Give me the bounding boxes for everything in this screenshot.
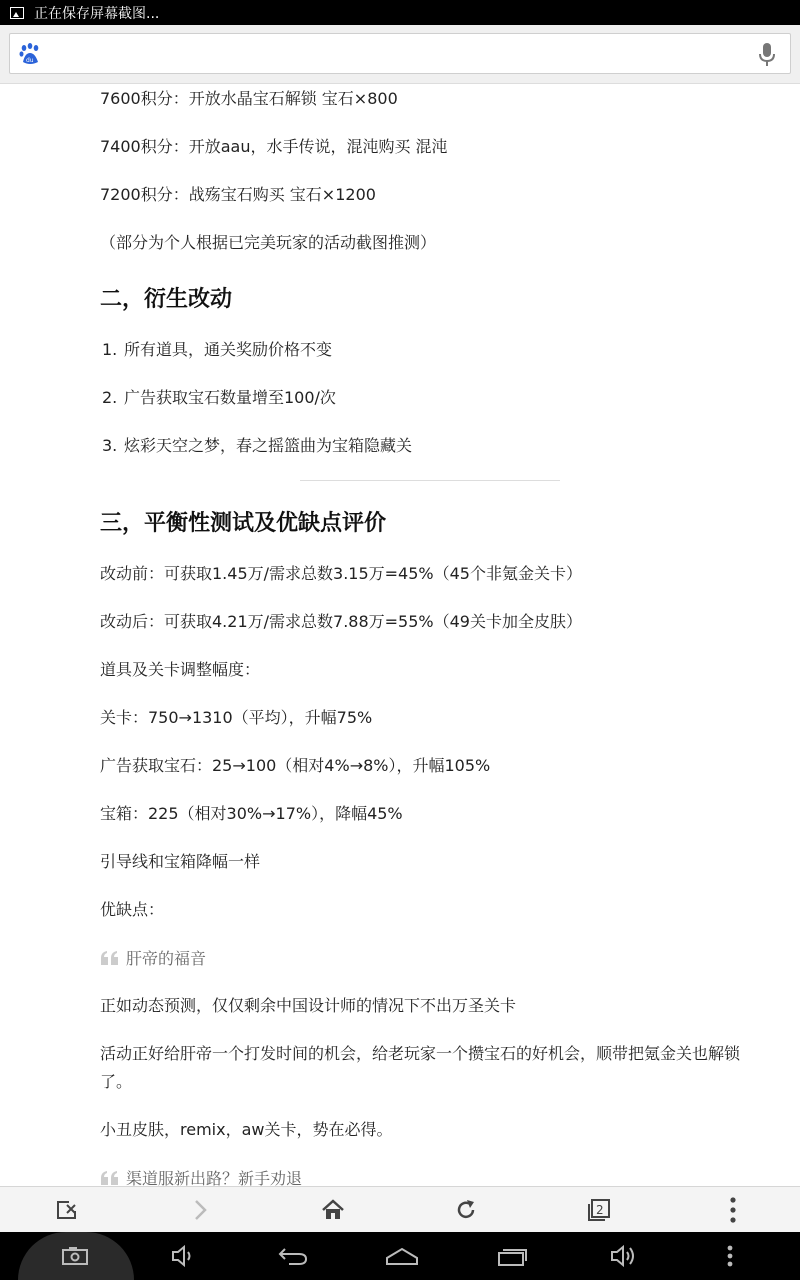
baidu-paw-icon <box>18 42 42 66</box>
search-input[interactable] <box>9 33 791 74</box>
home-icon <box>321 1199 345 1221</box>
close-tab-icon <box>55 1199 79 1221</box>
list-text: 所有道具，通关奖励价格不变 <box>124 340 333 359</box>
search-bar <box>0 25 800 84</box>
list-item <box>102 432 412 460</box>
status-bar <box>0 0 800 25</box>
text-line: 广告获取宝石：25→100（相对4%→8%），升幅105% <box>100 756 491 775</box>
list-number: 1. <box>102 340 118 359</box>
forward-icon <box>192 1199 208 1221</box>
note-line: （部分为个人根据已完美玩家的活动截图推测） <box>100 233 437 252</box>
list-item <box>102 336 332 364</box>
score-line-7400: 7400积分：开放aau，水手传说，混沌购买 混沌 <box>100 137 448 156</box>
screenshot-icon <box>61 1246 89 1266</box>
home-icon <box>385 1246 419 1266</box>
text-line: 引导线和宝箱降幅一样 <box>100 852 261 871</box>
recent-apps-icon <box>497 1246 529 1266</box>
overflow-menu-icon <box>729 1197 737 1223</box>
refresh-icon <box>454 1198 478 1222</box>
refresh-button[interactable] <box>451 1195 481 1225</box>
text-line: 改动后：可获取4.21万/需求总数7.88万=55%（49关卡加全皮肤） <box>100 612 582 631</box>
paragraph: 小丑皮肤，remix，aw关卡，势在必得。 <box>100 1120 393 1139</box>
quote-heading <box>100 946 206 969</box>
tabs-button[interactable] <box>584 1195 614 1225</box>
back-icon <box>277 1246 309 1266</box>
mic-icon[interactable] <box>758 42 776 68</box>
volume-down-icon <box>170 1244 196 1268</box>
quote-text: 渠道服新出路？新手劝退 <box>126 1169 303 1186</box>
text-line: 关卡：750→1310（平均），升幅75% <box>100 708 373 727</box>
paragraph: 正如动态预测，仅仅剩余中国设计师的情况下不出万圣关卡 <box>100 996 517 1015</box>
quote-icon <box>100 950 120 966</box>
volume-up-icon <box>609 1244 639 1268</box>
screenshot-button[interactable] <box>55 1240 95 1272</box>
score-line-7200: 7200积分：战殇宝石购买 宝石×1200 <box>100 185 376 204</box>
list-text: 广告获取宝石数量增至100/次 <box>124 388 336 407</box>
svg-text:du: du <box>26 57 34 64</box>
text-line: 道具及关卡调整幅度： <box>100 660 261 679</box>
quote-text: 肝帝的福音 <box>126 949 207 968</box>
quote-heading <box>100 1166 302 1186</box>
text-line: 宝箱：225（相对30%→17%），降幅45% <box>100 804 403 823</box>
section-heading: 三，平衡性测试及优缺点评价 <box>100 511 387 536</box>
list-text: 炫彩天空之梦，春之摇篮曲为宝箱隐藏关 <box>124 436 413 455</box>
divider <box>300 480 560 481</box>
quote-icon <box>100 1170 120 1186</box>
recent-apps-button[interactable] <box>493 1240 533 1272</box>
home-button[interactable] <box>318 1195 348 1225</box>
list-number: 2. <box>102 388 118 407</box>
text-line: 优缺点： <box>100 900 165 919</box>
close-tab-button[interactable] <box>52 1195 82 1225</box>
browser-toolbar <box>0 1186 800 1232</box>
tabs-count: 2 <box>596 1203 604 1217</box>
volume-up-button[interactable] <box>604 1240 644 1272</box>
article-content <box>0 84 800 1186</box>
list-number: 3. <box>102 436 118 455</box>
text-line: 改动前：可获取1.45万/需求总数3.15万=45%（45个非氪金关卡） <box>100 564 582 583</box>
score-line-7600: 7600积分：开放水晶宝石解锁 宝石×800 <box>100 89 398 108</box>
status-text: 正在保存屏幕截图... <box>34 5 160 22</box>
section-heading: 二，衍生改动 <box>100 287 233 312</box>
paragraph: 活动正好给肝帝一个打发时间的机会，给老玩家一个攒宝石的好机会，顺带把氪金关也解锁了。 <box>100 1044 741 1091</box>
back-button[interactable] <box>273 1240 313 1272</box>
forward-button[interactable] <box>185 1195 215 1225</box>
menu-button[interactable] <box>710 1240 750 1272</box>
menu-icon <box>726 1244 734 1268</box>
volume-down-button[interactable] <box>163 1240 203 1272</box>
tabs-icon <box>586 1198 612 1222</box>
list-item <box>102 384 336 412</box>
overflow-menu-button[interactable] <box>718 1195 748 1225</box>
home-nav-button[interactable] <box>382 1240 422 1272</box>
image-icon <box>10 7 24 19</box>
